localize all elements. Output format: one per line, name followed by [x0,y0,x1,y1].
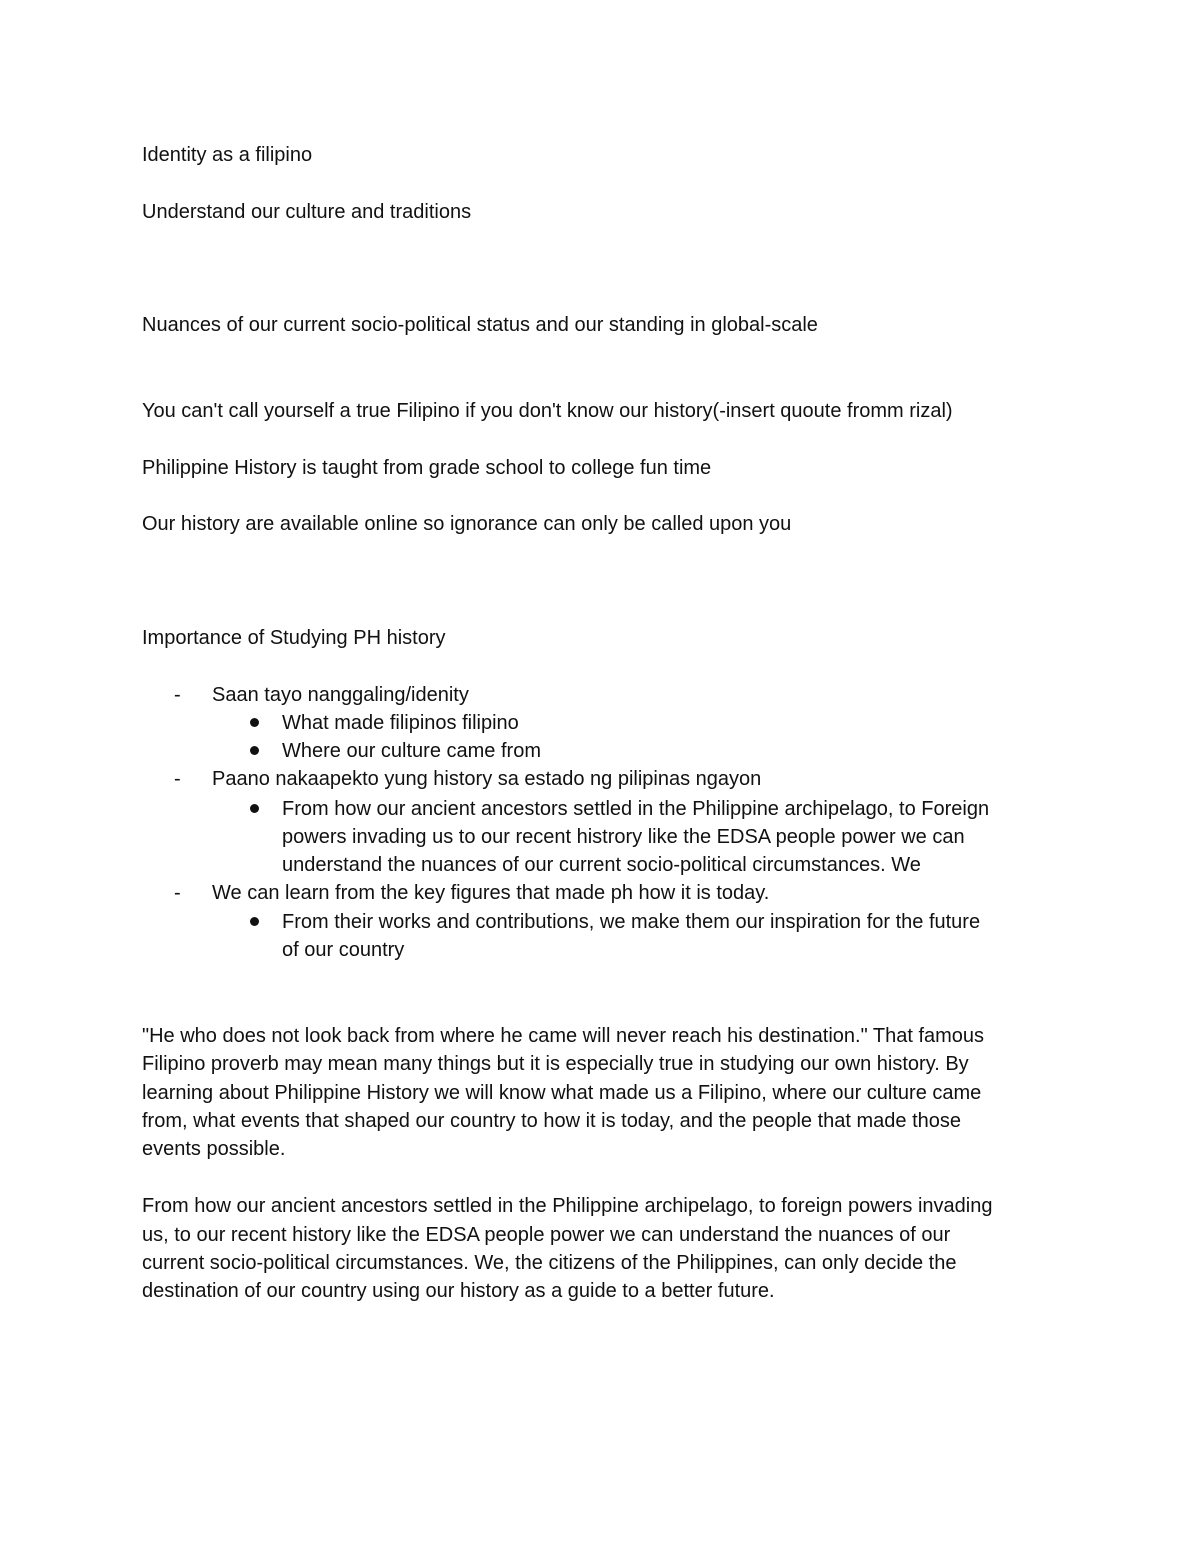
section-heading: Importance of Studying PH history [142,627,446,649]
sub-item: What made filipinos filipino [282,712,519,734]
list-item-label: Saan tayo nanggaling/idenity [212,684,469,706]
intro-line-nuances: Nuances of our current socio-political status and our standing in global-scale [142,314,818,336]
intro-line-true-filipino: You can't call yourself a true Filipino if you don't know our history(-insert quoute fromm rizal) [142,400,953,422]
list-item-label: We can learn from the key figures that made ph how it is today. [212,882,770,904]
paragraph-line: events possible. [142,1138,286,1160]
sub-item-line: From how our ancient ancestors settled in the Philippine archipelago, to Foreign [282,798,990,820]
intro-line-culture: Understand our culture and traditions [142,201,472,223]
paragraph-line: current socio-political circumstances. We, the citizens of the Philippines, can only decide the [142,1252,957,1274]
paragraph-line: us, to our recent history like the EDSA people power we can understand the nuances of our [142,1224,951,1246]
paragraph-line: destination of our country using our history as a guide to a better future. [142,1280,775,1302]
bullet-icon [250,804,259,813]
bullet-icon [250,746,259,755]
paragraph-line: from, what events that shaped our country to how it is today, and the people that made those [142,1110,962,1132]
intro-line-taught: Philippine History is taught from grade school to college fun time [142,457,712,479]
paragraph-line: "He who does not look back from where he came will never reach his destination." That famous [142,1025,985,1047]
list-item-label: Paano nakaapekto yung history sa estado ng pilipinas ngayon [212,768,762,790]
sub-item-line: From their works and contributions, we make them our inspiration for the future [282,911,981,933]
paragraph-line: Filipino proverb may mean many things but it is especially true in studying our own history. By [142,1053,969,1075]
dash-marker: - [174,768,181,790]
dash-marker: - [174,684,181,706]
bullet-icon [250,917,259,926]
dash-marker: - [174,882,181,904]
sub-item-line: understand the nuances of our current socio-political circumstances. We [282,854,921,876]
sub-item-line: of our country [282,939,405,961]
intro-line-identity: Identity as a filipino [142,144,313,166]
intro-line-online: Our history are available online so ignorance can only be called upon you [142,513,792,535]
bullet-icon [250,718,259,727]
sub-item: Where our culture came from [282,740,541,762]
sub-item-line: powers invading us to our recent histrory like the EDSA people power we can [282,826,965,848]
paragraph-line: From how our ancient ancestors settled in the Philippine archipelago, to foreign powers invading [142,1195,993,1217]
paragraph-line: learning about Philippine History we will know what made us a Filipino, where our culture came [142,1082,982,1104]
